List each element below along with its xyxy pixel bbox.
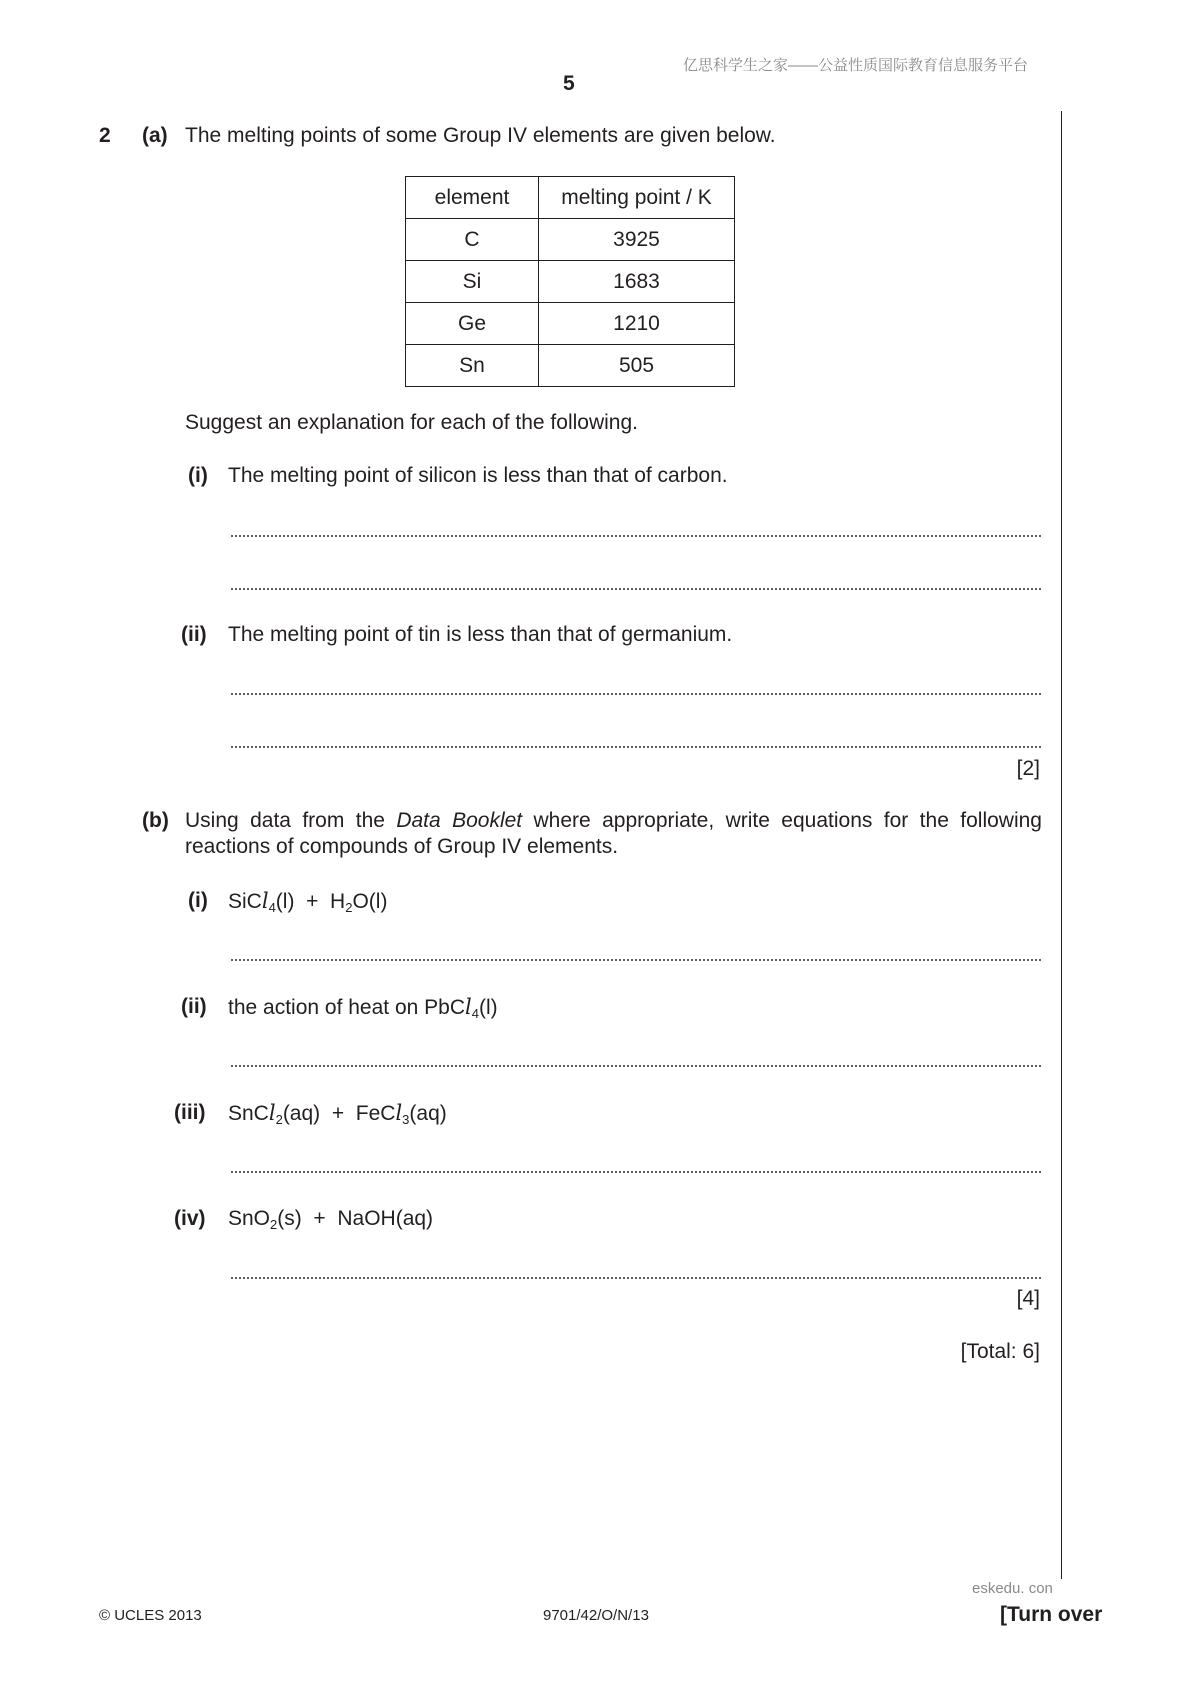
formula-ell: l [268, 1101, 276, 1125]
part-b-iii-label: (iii) [174, 1101, 206, 1124]
part-b-ii-label: (ii) [181, 995, 207, 1018]
formula-subscript: 4 [471, 1006, 479, 1021]
data-booklet-title: Data Booklet [396, 809, 523, 832]
part-a-instruction: Suggest an explanation for each of the following. [185, 411, 638, 434]
answer-line[interactable] [230, 587, 1042, 591]
table-row [406, 303, 735, 345]
watermark-text: 亿思科学生之家——公益性质国际教育信息服务平台 [683, 57, 1029, 74]
table-cell-melting-point: 3925 [539, 219, 735, 261]
table-cell-melting-point: 505 [539, 345, 735, 387]
part-b-i-label: (i) [188, 889, 208, 912]
total-marks: [Total: 6] [960, 1340, 1040, 1363]
part-b-intro-text: Using data from the [185, 809, 397, 832]
formula-text: (l) [478, 996, 498, 1019]
part-a-intro: The melting points of some Group IV elements are given below. [185, 124, 776, 147]
part-b-ii-text [228, 994, 498, 1021]
part-a-ii-label: (ii) [181, 623, 207, 646]
page-number: 5 [563, 72, 575, 95]
part-b-i-equation [228, 888, 387, 915]
answer-line[interactable] [230, 1064, 1042, 1068]
answer-line[interactable] [230, 1276, 1042, 1280]
melting-point-table [405, 176, 735, 387]
table-cell-element: Sn [406, 345, 539, 387]
formula-text: (s) + NaOH(aq) [277, 1207, 434, 1230]
part-b-intro-text: where appropriate, write equations for the following [522, 809, 1042, 832]
table-cell-element: Si [406, 261, 539, 303]
table-row [406, 219, 735, 261]
formula-text: SiC [228, 890, 262, 913]
turn-over-text: [Turn over [1000, 1603, 1103, 1626]
site-watermark: eskedu. con [972, 1580, 1053, 1597]
table-header-row [406, 177, 735, 219]
part-b-iv-equation [228, 1206, 433, 1232]
question-number: 2 [99, 124, 111, 147]
answer-line[interactable] [230, 958, 1042, 962]
margin-line [1061, 111, 1062, 1579]
formula-text: (aq) + FeC [282, 1102, 396, 1125]
table-cell-melting-point: 1210 [539, 303, 735, 345]
formula-text: SnC [228, 1102, 269, 1125]
answer-line[interactable] [230, 1170, 1042, 1174]
table-cell-element: Ge [406, 303, 539, 345]
part-b-marks: [4] [1016, 1287, 1040, 1310]
table-cell-melting-point: 1683 [539, 261, 735, 303]
table-row [406, 261, 735, 303]
formula-text: SnO [228, 1207, 271, 1230]
formula-text: O(l) [352, 890, 388, 913]
part-a-i-label: (i) [188, 464, 208, 487]
formula-subscript: 3 [402, 1112, 410, 1127]
part-b-iv-label: (iv) [174, 1207, 206, 1230]
formula-subscript: 2 [275, 1112, 283, 1127]
part-b-intro-line2: reactions of compounds of Group IV elements. [185, 835, 619, 858]
part-a-marks: [2] [1016, 757, 1040, 780]
part-b-label: (b) [142, 809, 169, 832]
answer-line[interactable] [230, 745, 1042, 749]
formula-subscript: 2 [270, 1217, 278, 1232]
formula-text: (l) + H [275, 890, 346, 913]
table-cell-element: C [406, 219, 539, 261]
paper-code: 9701/42/O/N/13 [543, 1607, 649, 1624]
part-b-intro-line1 [185, 808, 1042, 834]
formula-text: the action of heat on PbC [228, 996, 465, 1019]
formula-subscript: 4 [268, 900, 276, 915]
formula-subscript: 2 [345, 900, 353, 915]
part-b-iii-equation [228, 1100, 447, 1127]
part-a-label: (a) [142, 124, 168, 147]
part-a-i-text: The melting point of silicon is less than that of carbon. [228, 464, 728, 487]
table-row [406, 345, 735, 387]
copyright-text: © UCLES 2013 [99, 1607, 202, 1624]
formula-ell: l [465, 995, 472, 1019]
table-header-element: element [406, 177, 539, 219]
part-a-ii-text: The melting point of tin is less than that of germanium. [228, 623, 733, 646]
formula-ell: l [261, 889, 269, 913]
formula-ell: l [395, 1101, 403, 1125]
formula-text: (aq) [409, 1102, 447, 1125]
answer-line[interactable] [230, 534, 1042, 538]
answer-line[interactable] [230, 692, 1042, 696]
table-header-melting-point: melting point / K [539, 177, 735, 219]
part-b-intro [185, 808, 1042, 860]
